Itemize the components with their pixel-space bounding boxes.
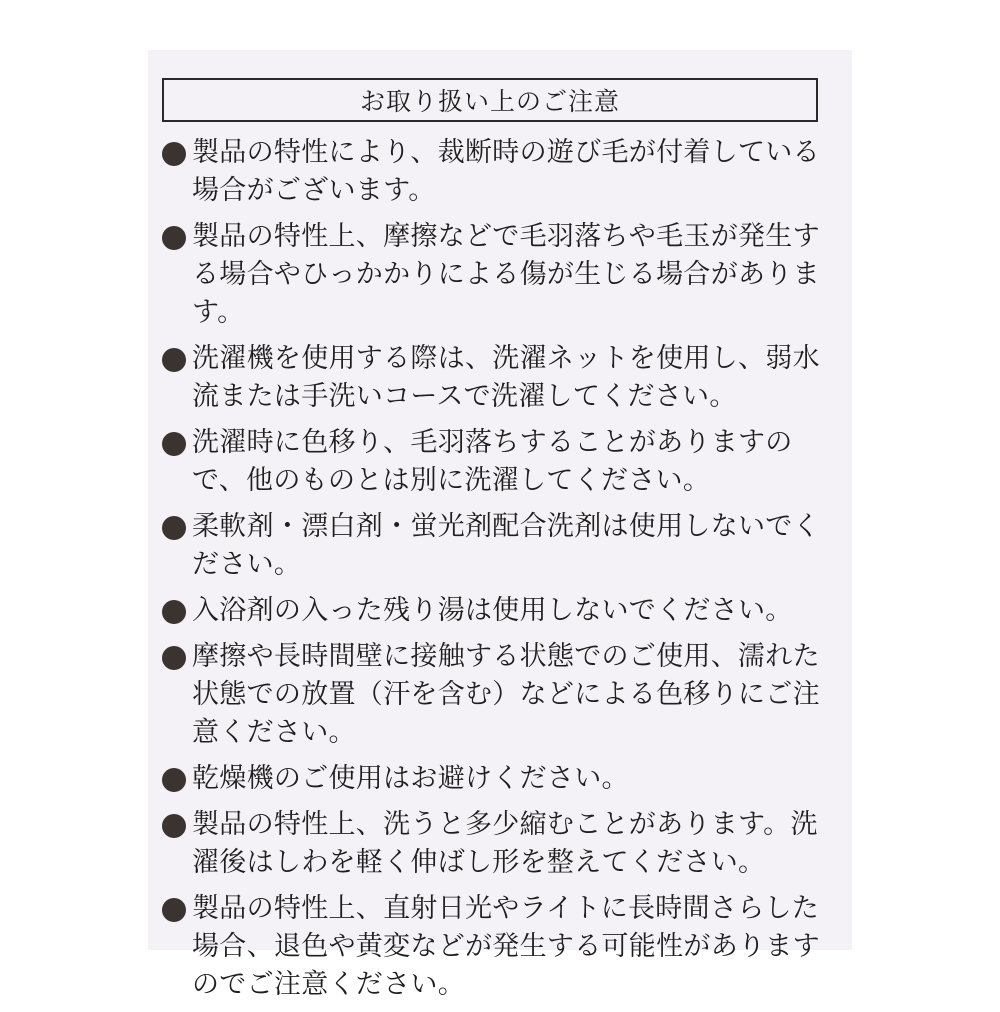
- caution-text: 摩擦や長時間壁に接触する状態でのご使用、濡れた状態での放置（汗を含む）などによる色移りにご注意ください。: [192, 641, 820, 748]
- bullet-icon: [162, 768, 186, 792]
- caution-item: [162, 218, 834, 332]
- bullet-icon: [162, 600, 186, 624]
- caution-text: 製品の特性上、摩擦などで毛羽落ちや毛玉が発生する場合やひっかかりによる傷が生じる場合があります。: [192, 221, 820, 328]
- caution-text: 製品の特性上、直射日光やライトに長時間さらした場合、退色や黄変などが発生する可能性がありますのでご注意ください。: [192, 893, 820, 1000]
- caution-text: 入浴剤の入った残り湯は使用しないでください。: [192, 595, 793, 626]
- page-title: [162, 78, 818, 122]
- caution-item: [162, 340, 834, 416]
- bullet-icon: [162, 814, 186, 838]
- caution-item: [162, 424, 834, 500]
- caution-item: [162, 638, 834, 752]
- bullet-icon: [162, 646, 186, 670]
- caution-item: [162, 760, 834, 798]
- bullet-icon: [162, 516, 186, 540]
- bullet-icon: [162, 226, 186, 250]
- caution-text: 乾燥機のご使用はお避けください。: [192, 763, 629, 794]
- caution-item: [162, 508, 834, 584]
- caution-text: 洗濯機を使用する際は、洗濯ネットを使用し、弱水流または手洗いコースで洗濯してください。: [192, 343, 820, 412]
- caution-list: [162, 134, 834, 1012]
- caution-item: [162, 592, 834, 630]
- caution-text: 洗濯時に色移り、毛羽落ちすることがありますので、他のものとは別に洗濯してください。: [192, 427, 793, 496]
- caution-text: 柔軟剤・漂白剤・蛍光剤配合洗剤は使用しないでください。: [192, 511, 820, 580]
- page-title-text: お取り扱い上のご注意: [359, 87, 620, 116]
- caution-item: [162, 806, 834, 882]
- caution-text: 製品の特性上、洗うと多少縮むことがあります。洗濯後はしわを軽く伸ばし形を整えてください。: [192, 809, 818, 878]
- bullet-icon: [162, 348, 186, 372]
- caution-text: 製品の特性により、裁断時の遊び毛が付着している場合がございます。: [192, 137, 820, 206]
- caution-item: [162, 134, 834, 210]
- bullet-icon: [162, 898, 186, 922]
- bullet-icon: [162, 142, 186, 166]
- caution-item: [162, 890, 834, 1004]
- bullet-icon: [162, 432, 186, 456]
